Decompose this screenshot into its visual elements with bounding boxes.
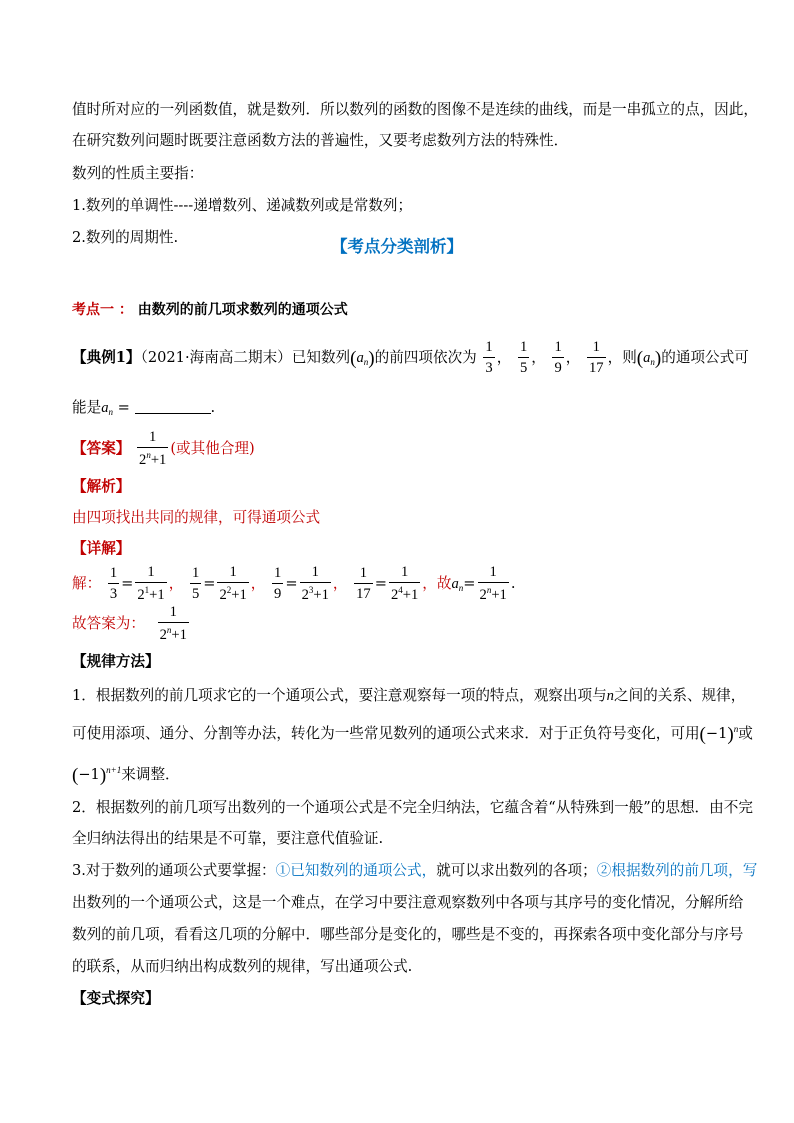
detail-fraction-4: $\frac{1}{2^4+1}$: [390, 564, 419, 603]
variant-label: 【变式探究】: [72, 990, 160, 1007]
example-text3: ，则: [607, 349, 637, 366]
method-label: 【规律方法】: [72, 653, 160, 670]
seq-a: a: [356, 350, 364, 366]
method-p1-line3: $(-1)^{n+1}$来调整．: [72, 765, 180, 786]
method-p1-line2: 可使用添项、通分、分割等办法，转化为一些常见数列的通项公式来求．对于正负符号变化，可用$(-1)^n$或: [72, 724, 753, 745]
example-text2: 的前四项依次为: [374, 349, 477, 366]
answer-blank: [135, 401, 211, 414]
intro-line-5: 2.数列的周期性.: [72, 229, 179, 246]
analysis-text: 由四项找出共同的规律，可得通项公式: [72, 509, 321, 526]
method-p1-line1: 1．根据数列的前几项求它的一个通项公式，要注意观察每一项的特点，观察出项与n之间的关系、规律，: [72, 687, 746, 704]
method-p3-line3: 数列的前几项，看看这几项的分解中．哪些部分是变化的，哪些是不变的，再探索各项中变化部分与序号: [72, 926, 744, 943]
kaodian-text: 由数列的前几项求数列的通项公式: [137, 302, 348, 318]
term-fraction-4: $\frac{1}{17}$: [589, 339, 604, 376]
intro-line-2: 在研究数列问题时既要注意函数方法的普遍性，又要考虑数列方法的特殊性．: [72, 132, 569, 149]
method-p3-line4: 的联系，从而归纳出构成数列的规律，写出通项公式.: [72, 958, 413, 975]
term-fraction-1: $\frac{1}{3}$: [485, 339, 493, 376]
seq-n: n: [363, 357, 369, 367]
analysis-label: 【解析】: [72, 478, 131, 495]
intro-line-1: 值时所对应的一列函数值，就是数列．所以数列的函数的图像不是连续的曲线，而是一串孤立的点，因此，: [72, 101, 758, 118]
answer-note: (或其他合理): [170, 440, 255, 457]
detail-equations: 解： $\frac{1}{3}$ = $\frac{1}{2^1+1}$ ， $\frac{1}{5}$ = $\frac{1}{2^2+1}$ ， $\frac{1}{9}$ = $\frac{1}{2^3+1}$ ， $\frac{1}{17}$ = $\frac{1}{2^4+1}$ ，故$a_n=$ $\frac{1}{2^n+1}$ .: [72, 564, 516, 603]
section-title: 【考点分类剖析】: [331, 237, 463, 256]
detail-fraction-1: $\frac{1}{2^1+1}$: [137, 564, 165, 603]
detail-fraction-3: $\frac{1}{2^3+1}$: [301, 564, 329, 603]
example-line-1: 【典例1】（2021·海南高二期末）已知数列$(a_n)$的前四项依次为 $\frac{1}{3}$ ， $\frac{1}{5}$ ， $\frac{1}{9}$ ， $\frac{1}{17}$ ，则$(a_n)$的通项公式可: [72, 339, 749, 376]
term-fraction-2: $\frac{1}{5}$: [519, 339, 528, 376]
detail-fraction-final: $\frac{1}{2^n+1}$: [479, 564, 507, 603]
answer-label: 【答案】: [72, 440, 131, 457]
intro-line-4: 1.数列的单调性----递增数列、递减数列或是常数列；: [72, 197, 413, 214]
final-answer-line: 故答案为： $\frac{1}{2^n+1}$: [72, 604, 187, 643]
detail-fraction-2: $\frac{1}{2^2+1}$: [219, 564, 247, 603]
method-p2-line2: 全归纳法得出的结果是不可靠，要注意代值验证.: [72, 830, 384, 847]
answer-fraction: $\frac{1}{2^n+1}$: [139, 429, 167, 468]
answer-line: [72, 430, 728, 468]
method-p3-line2: 出数列的一个通项公式，这是一个难点，在学习中要注意观察数列中各项与其序号的变化情况，分解所给: [72, 894, 744, 911]
method-p3-line1: 3.对于数列的通项公式要掌握：①已知数列的通项公式，就可以求出数列的各项；②根据数列的前几项，写: [72, 862, 758, 879]
term-fraction-3: $\frac{1}{9}$: [554, 339, 562, 376]
intro-line-3: 数列的性质主要指：: [72, 165, 204, 182]
example-text4: 的通项公式可: [661, 349, 749, 366]
final-answer-fraction: $\frac{1}{2^n+1}$: [159, 604, 187, 643]
detail-label: 【详解】: [72, 540, 131, 557]
kaodian-label: 考点一 ：: [72, 302, 133, 318]
example-tag: 【典例1】: [72, 349, 141, 366]
example-line-2: 能是$a_n$ = .: [72, 399, 216, 417]
method-p2-line1: 2．根据数列的前几项写出数列的一个通项公式是不完全归纳法，它蕴含着“从特殊到一般”的思想．由不完: [72, 799, 753, 816]
kaodian-heading: [72, 300, 728, 320]
example-source: （2021·海南高二期末）已知数列: [140, 349, 351, 366]
